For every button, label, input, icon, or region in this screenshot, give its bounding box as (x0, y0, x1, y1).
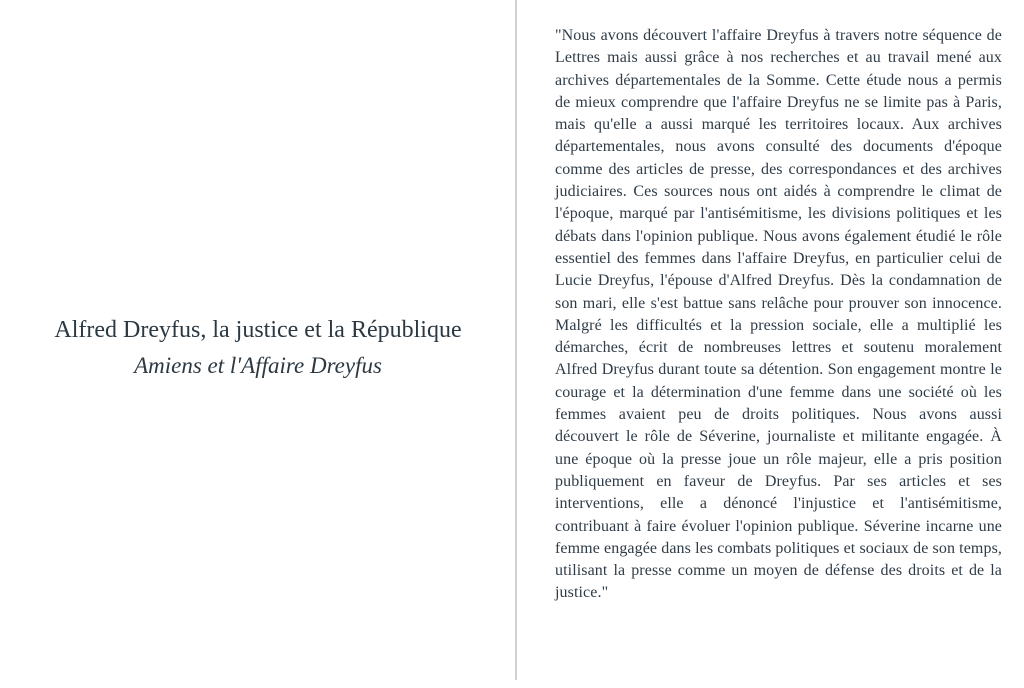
quote-text: "Nous avons découvert l'affaire Dreyfus à travers notre séquence de Lettres mais aussi grâce à nos recherches et au travail mené aux archives départementales de la Somme. Cette étude nous a permis de mieux comprendre que l'affaire Dreyfus ne se limite pas à Paris, mais qu'elle a aussi marqué les territoires locaux. Aux archives départementales, nous avons consulté des documents d'époque comme des articles de presse, des correspondances et des archives judiciaires. Ces sources nous ont aidés à comprendre le climat de l'époque, marqué par l'antisémitisme, les divisions politiques et les débats dans l'opinion publique. Nous avons également étudié le rôle essentiel des femmes dans l'affaire Dreyfus, en particulier celui de Lucie Dreyfus, l'épouse d'Alfred Dreyfus. Dès la condamnation de son mari, elle s'est battue sans relâche pour prouver son innocence. Malgré les difficultés et la pression sociale, elle a multiplié les démarches, écrit de nombreuses lettres et soutenu moralement Alfred Dreyfus durant toute sa détention. Son engagement montre le courage et la détermination d'une femme dans une société où les femmes avaient peu de droits politiques. Nous avons aussi découvert le rôle de Séverine, journaliste et militante engagée. À une époque où la presse joue un rôle majeur, elle a pris position publiquement en faveur de Dreyfus. Par ses articles et ses interventions, elle a dénoncé l'injustice et l'antisémitisme, contribuant à faire évoluer l'opinion publique. Séverine incarne une femme engagée dans les combats politiques et sociaux de son temps, utilisant la presse comme un moyen de défense des droits et de la justice." (555, 27, 1002, 602)
quote-panel (516, 0, 1024, 680)
vertical-divider (515, 0, 517, 680)
page-title: Alfred Dreyfus, la justice et la République (54, 317, 462, 343)
page-subtitle: Amiens et l'Affaire Dreyfus (134, 353, 382, 378)
title-panel (0, 8, 516, 688)
